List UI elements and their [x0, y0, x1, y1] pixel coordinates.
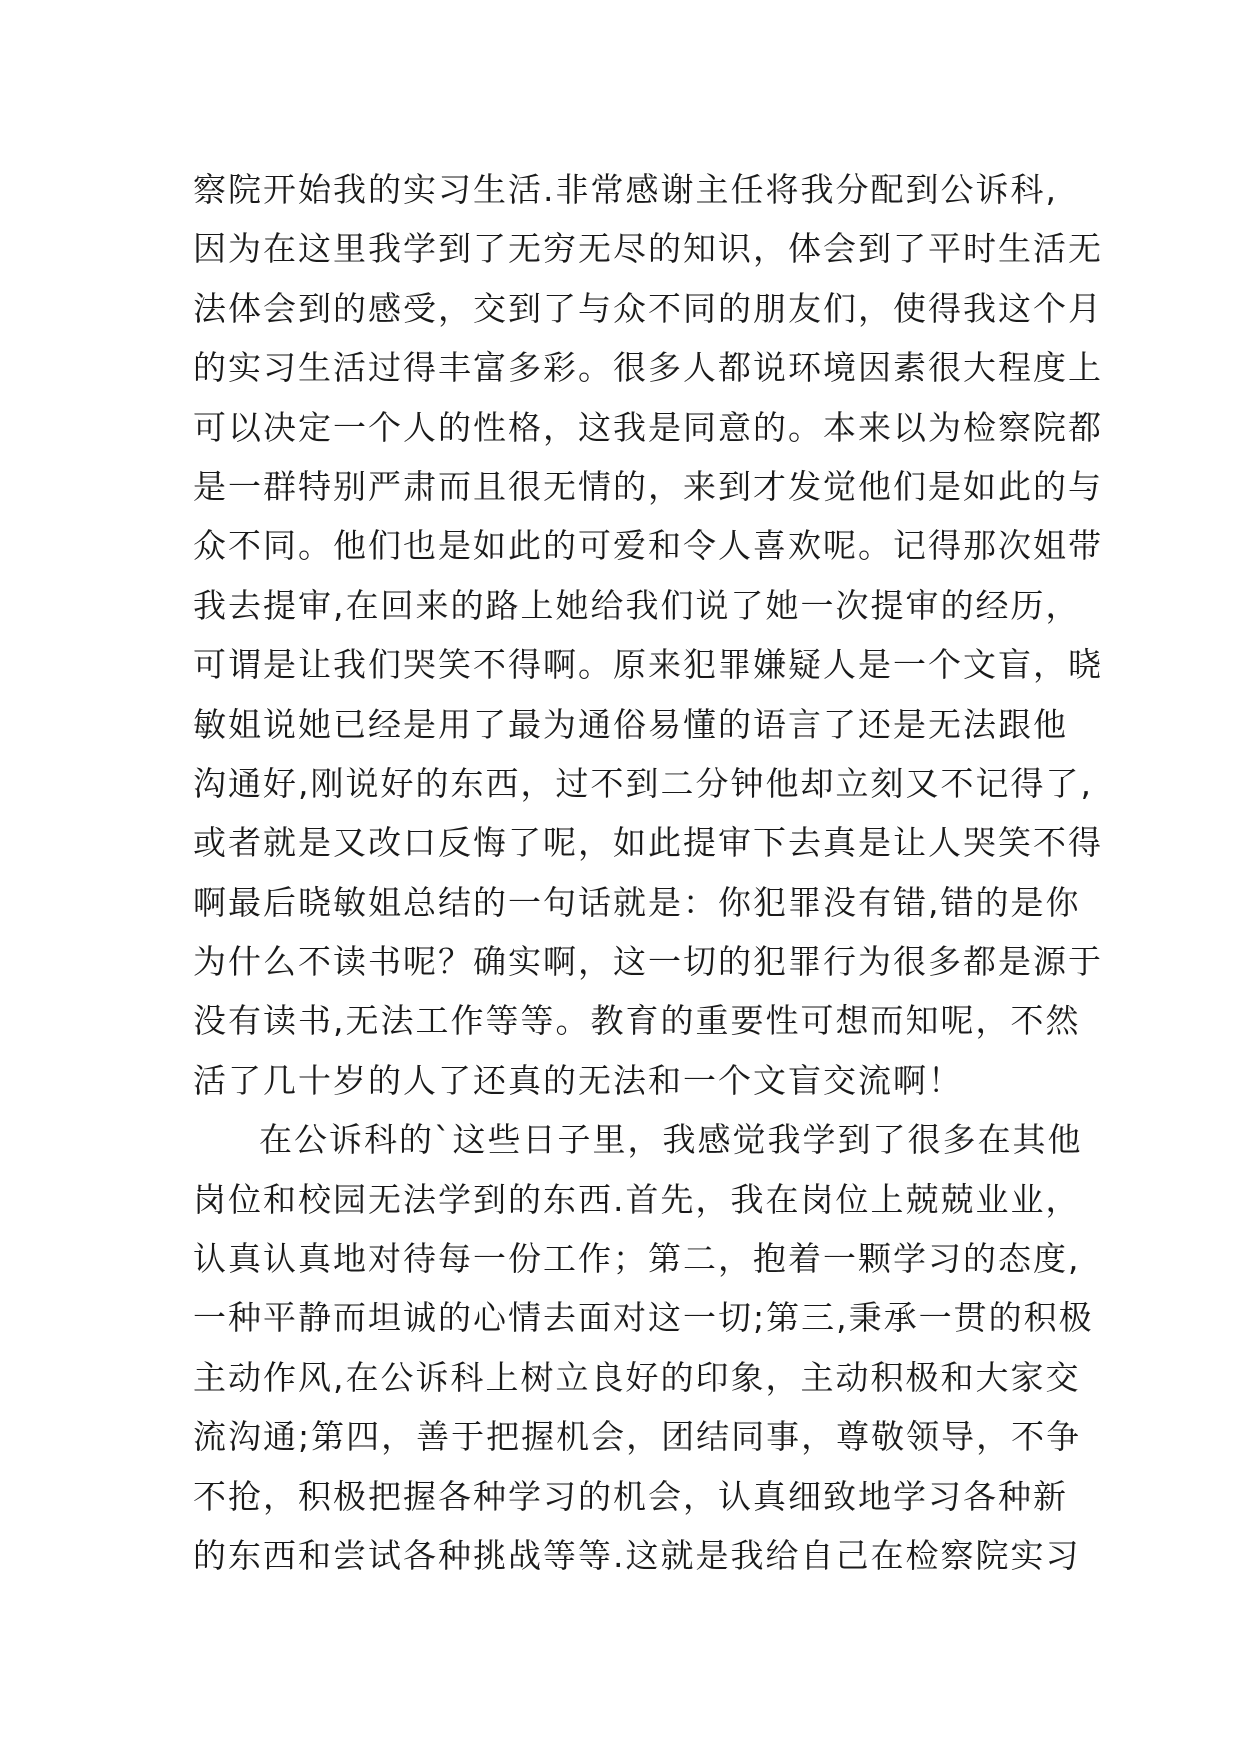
- text-line: 为什么不读书呢？确实啊，这一切的犯罪行为很多都是源于: [193, 942, 1103, 982]
- text-line: 活了几十岁的人了还真的无法和一个文盲交流啊！: [193, 1060, 963, 1100]
- text-line: 敏姐说她已经是用了最为通俗易懂的语言了还是无法跟他: [193, 704, 1068, 744]
- text-line: 的实习生活过得丰富多彩。很多人都说环境因素很大程度上: [193, 348, 1103, 388]
- text-line: 众不同。他们也是如此的可爱和令人喜欢呢。记得那次姐带: [193, 526, 1103, 566]
- text-line: 认真认真地对待每一份工作；第二，抱着一颗学习的态度,: [193, 1239, 1081, 1279]
- text-line: 法体会到的感受，交到了与众不同的朋友们，使得我这个月: [193, 288, 1103, 328]
- text-line: 是一群特别严肃而且很无情的，来到才发觉他们是如此的与: [193, 466, 1103, 506]
- text-line: 可谓是让我们哭笑不得啊。原来犯罪嫌疑人是一个文盲，晓: [193, 645, 1103, 685]
- text-line: 的东西和尝试各种挑战等等.这就是我给自己在检察院实习: [193, 1535, 1081, 1575]
- text-line: 沟通好,刚说好的东西，过不到二分钟他却立刻又不记得了,: [193, 763, 1093, 803]
- text-line: 我去提审,在回来的路上她给我们说了她一次提审的经历，: [193, 585, 1081, 625]
- text-line: 可以决定一个人的性格，这我是同意的。本来以为检察院都: [193, 407, 1103, 447]
- text-line: 没有读书,无法工作等等。教育的重要性可想而知呢，不然: [193, 1001, 1081, 1041]
- text-line: 啊最后晓敏姐总结的一句话就是：你犯罪没有错,错的是你: [193, 882, 1081, 922]
- text-line: 岗位和校园无法学到的东西.首先，我在岗位上兢兢业业，: [193, 1179, 1081, 1219]
- text-line: 或者就是又改口反悔了呢，如此提审下去真是让人哭笑不得: [193, 823, 1103, 863]
- text-line: 一种平静而坦诚的心情去面对这一切;第三,秉承一贯的积极: [193, 1298, 1094, 1338]
- text-line: 在公诉科的`这些日子里，我感觉我学到了很多在其他: [259, 1120, 1083, 1160]
- text-line: 流沟通;第四，善于把握机会，团结同事，尊敬领导，不争: [193, 1417, 1082, 1457]
- text-line: 察院开始我的实习生活.非常感谢主任将我分配到公诉科,: [193, 170, 1058, 209]
- text-line: 不抢，积极把握各种学习的机会，认真细致地学习各种新: [193, 1476, 1068, 1516]
- body-text: [193, 160, 1103, 1585]
- text-line: 因为在这里我学到了无穷无尽的知识，体会到了平时生活无: [193, 229, 1103, 269]
- text-line: 主动作风,在公诉科上树立良好的印象，主动积极和大家交: [193, 1357, 1081, 1397]
